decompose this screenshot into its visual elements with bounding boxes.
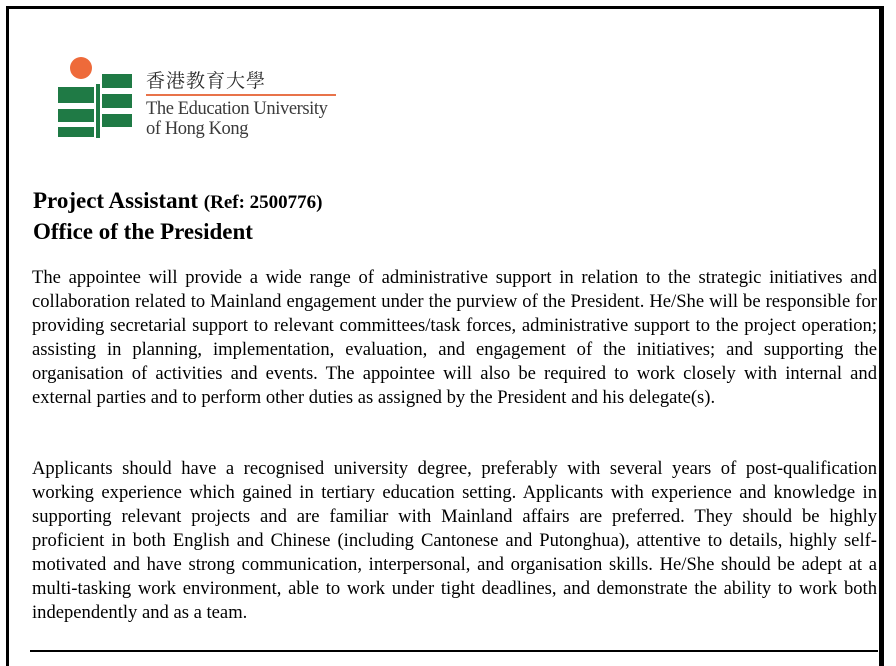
job-title: Project Assistant — [33, 188, 199, 213]
logo-english-line-1: The Education University — [146, 99, 328, 119]
duties-paragraph: The appointee will provide a wide range of administrative support in relation to the strategic initiatives and collaboration related to Mainland engagement under the purview of the President. He/She will be responsible for providing secretarial support to relevant committees/task forces, administrative support to the project operation; assisting in planning, implementation, evaluation, and engagement of the initiatives; and supporting the organisation of activities and events. The appointee will also be required to work closely with internal and external parties and to perform other duties as assigned by the President and his delegate(s). — [32, 267, 877, 408]
bottom-divider — [30, 650, 878, 652]
department: Office of the President — [33, 219, 253, 244]
logo-bar — [102, 114, 132, 127]
logo-chinese-name: 香港教育大學 — [146, 70, 267, 92]
logo-bar — [102, 74, 132, 88]
logo-bar — [58, 127, 94, 137]
requirements-paragraph: Applicants should have a recognised university degree, preferably with several years of post-qualification working experience which gained in tertiary education setting. Applicants with experience and knowledge in supporting relevant projects and are familiar with Mainland affairs are preferred. They should be highly proficient in both English and Chinese (including Cantonese and Putonghua), attentive to details, highly self-motivated and have strong communication, interpersonal, and organisation skills. He/She should be adept at a multi-tasking work environment, able to work under tight deadlines, and demonstrate the ability to work both independently and as a team. — [32, 458, 877, 623]
logo-orange-dot — [70, 57, 92, 79]
logo-bar — [58, 87, 94, 103]
logo-bar — [102, 94, 132, 108]
job-ref: (Ref: 2500776) — [203, 192, 323, 213]
logo-stem — [96, 84, 100, 138]
logo-english-line-2: of Hong Kong — [146, 119, 249, 139]
logo-bar — [58, 109, 94, 122]
logo-divider — [146, 94, 336, 96]
job-heading — [33, 186, 323, 246]
